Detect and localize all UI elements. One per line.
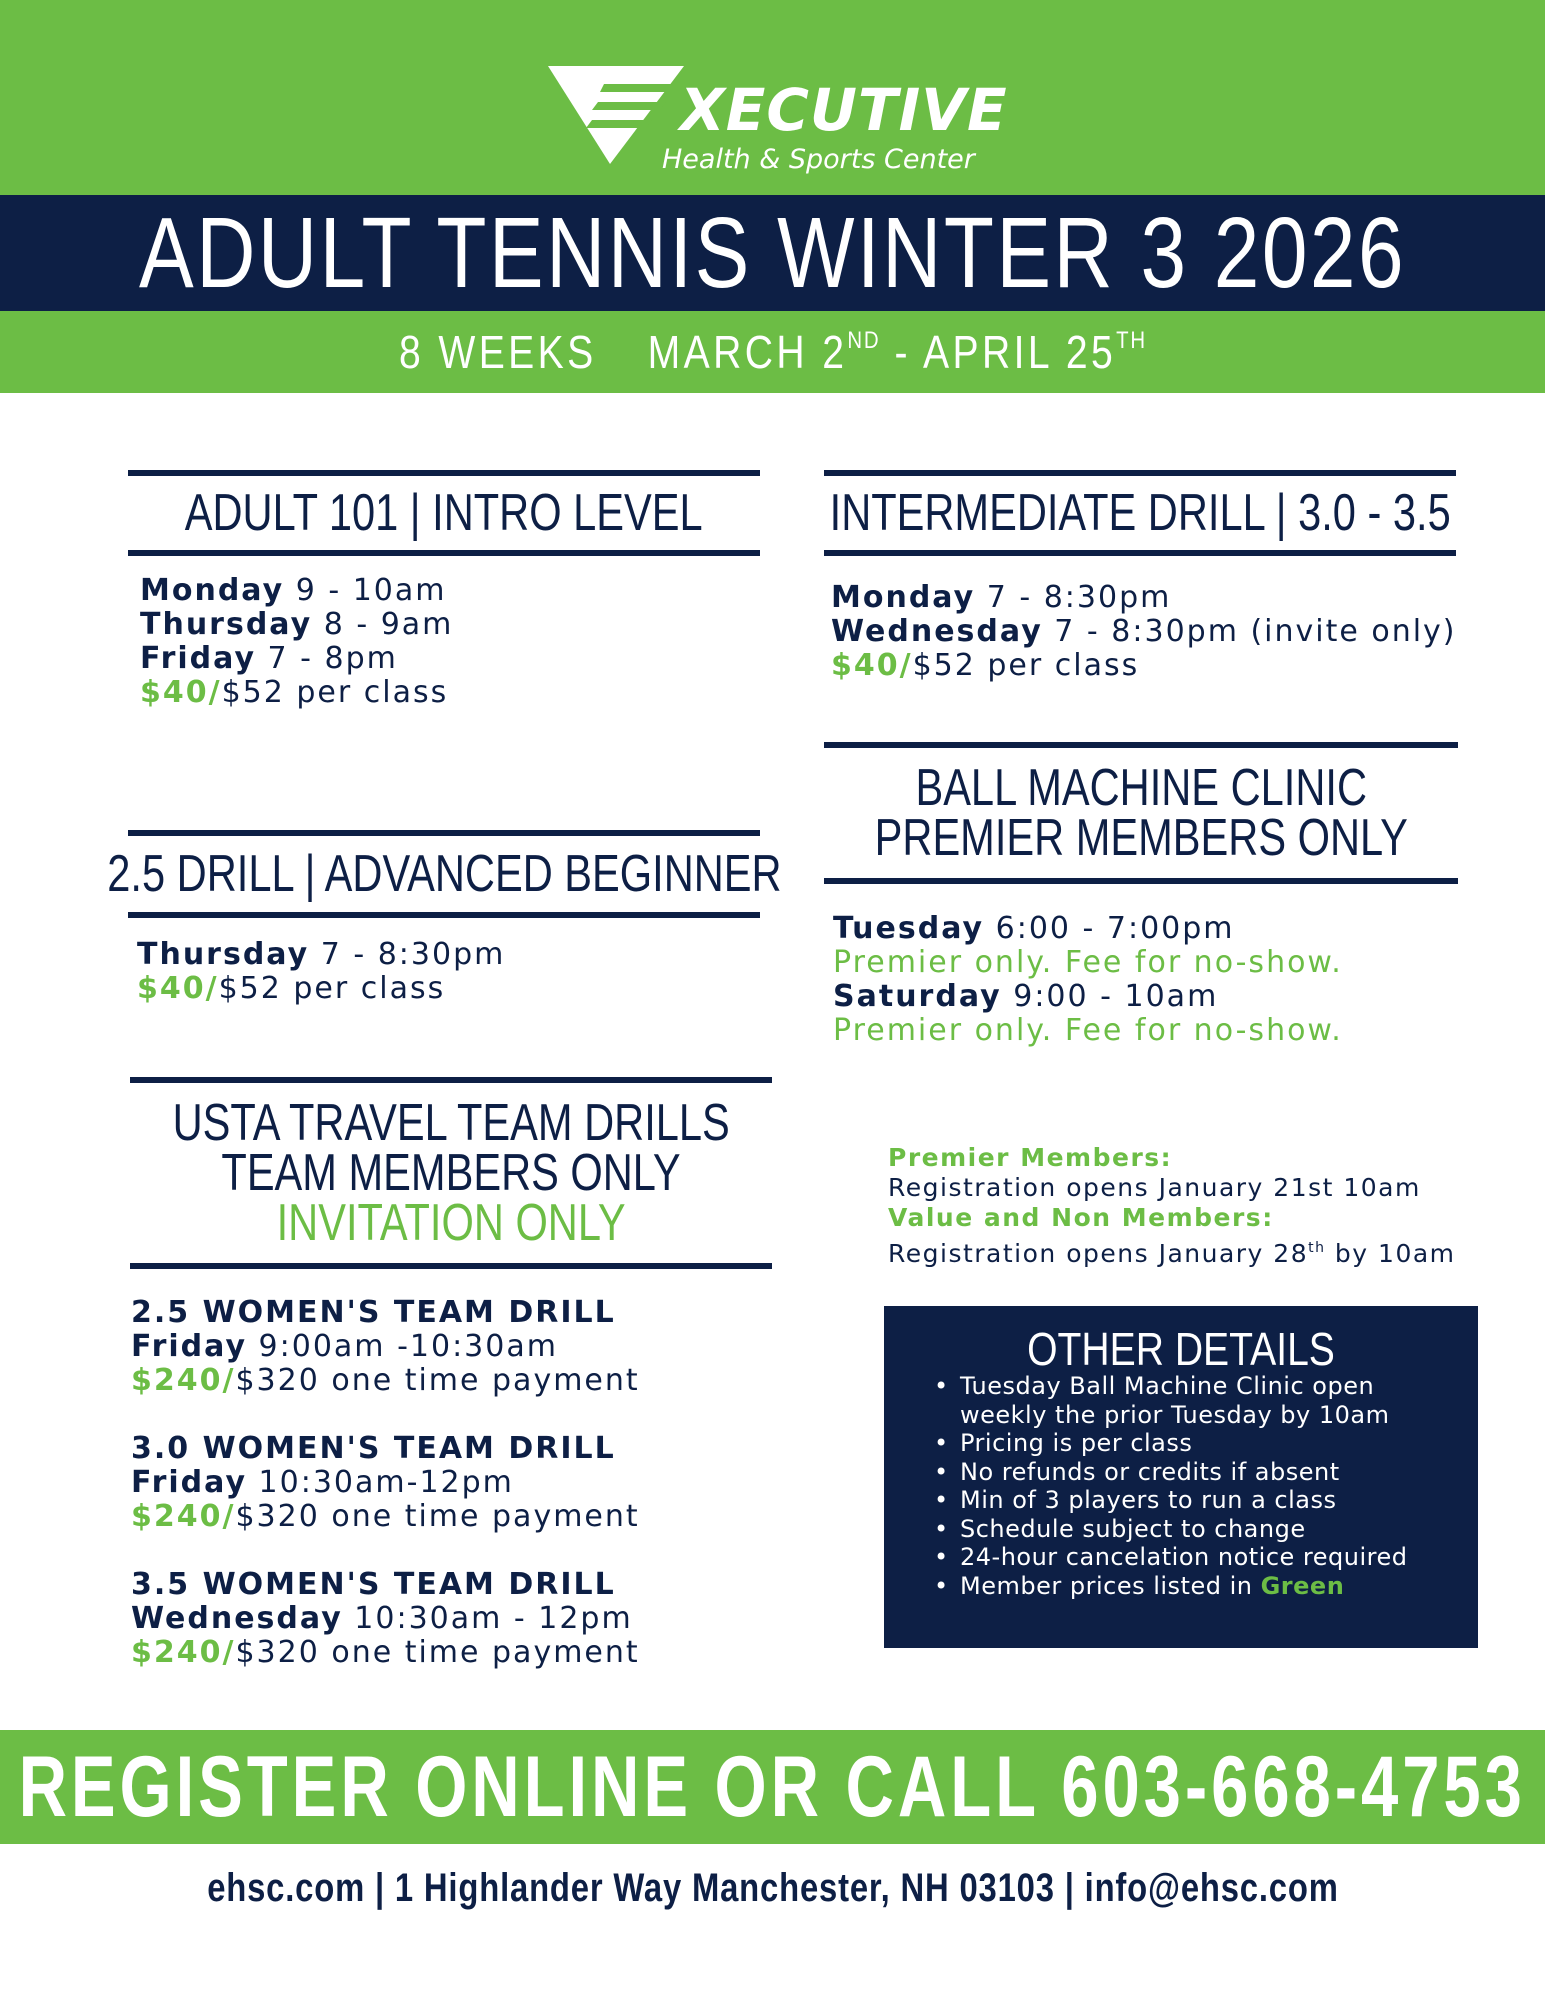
- usta-title-line3: INVITATION ONLY: [276, 1194, 626, 1252]
- day-label: Thursday: [140, 607, 313, 642]
- list-item: [934, 1572, 1407, 1601]
- note-label: Premier only. Fee for no-show.: [833, 945, 1343, 980]
- item-text: Tuesday Ball Machine Clinic open: [960, 1372, 1375, 1400]
- date-separator: - APRIL 25: [879, 326, 1116, 378]
- time-label: 7 - 8:30pm (invite only): [1042, 614, 1457, 649]
- time-label: 10:30am - 12pm: [342, 1601, 633, 1636]
- drill-name: 3.5 WOMEN'S TEAM DRILL: [131, 1567, 616, 1602]
- note-label: Premier only. Fee for no-show.: [833, 1013, 1343, 1048]
- day-label: Wednesday: [831, 614, 1043, 649]
- ballmachine-title-line1: BALL MACHINE CLINIC: [915, 759, 1367, 817]
- adult101-schedule: [140, 574, 453, 710]
- adult101-heading: [128, 470, 760, 556]
- usta-title-line2: TEAM MEMBERS ONLY: [221, 1144, 681, 1202]
- time-label: 10:30am-12pm: [247, 1465, 514, 1500]
- schedule-row: [131, 1330, 640, 1364]
- day-label: Tuesday: [833, 911, 985, 946]
- list-item: • No refunds or credits if absent: [934, 1458, 1407, 1487]
- schedule-row: [131, 1466, 640, 1500]
- time-label: 8 - 9am: [312, 607, 454, 642]
- ballmachine-schedule: [833, 912, 1343, 1048]
- nonmember-price: $320 one time payment: [235, 1635, 640, 1670]
- schedule-row: [140, 642, 453, 676]
- date-start: MARCH 2: [647, 326, 848, 378]
- drill25-title: 2.5 DRILL | ADVANCED BEGINNER: [106, 845, 782, 903]
- intermediate-heading: [824, 470, 1456, 556]
- time-label: 7 - 8:30pm: [309, 937, 506, 972]
- member-price: $240/: [131, 1499, 236, 1534]
- session-dates: [399, 325, 1147, 379]
- schedule-row: [137, 938, 505, 972]
- contact-footer: [0, 1866, 1545, 1911]
- ballmachine-heading: [824, 742, 1458, 884]
- price-row: [140, 676, 453, 710]
- schedule-row: [831, 581, 1457, 615]
- premier-label: Premier Members:: [888, 1143, 1173, 1172]
- time-label: 7 - 8pm: [256, 641, 398, 676]
- intermediate-title: INTERMEDIATE DRILL | 3.0 - 3.5: [829, 484, 1451, 542]
- value-label: Value and Non Members:: [888, 1203, 1274, 1232]
- details-list: [934, 1372, 1407, 1600]
- usta-heading: [130, 1077, 772, 1269]
- logo-tagline: Health & Sports Center: [662, 144, 975, 175]
- day-label: Friday: [140, 641, 257, 676]
- date-end-suffix: TH: [1115, 327, 1147, 354]
- value-text-a: Registration opens January 28: [888, 1239, 1309, 1268]
- value-text-sup: th: [1308, 1240, 1326, 1256]
- list-item: • Pricing is per class: [934, 1429, 1407, 1458]
- cta-band: [0, 1730, 1545, 1844]
- member-price: $40/: [137, 971, 219, 1006]
- register-cta[interactable]: REGISTER ONLINE OR CALL 603-668-4753: [18, 1738, 1527, 1835]
- date-start-suffix: ND: [847, 327, 880, 354]
- price-row: [131, 1636, 640, 1670]
- day-label: Friday: [131, 1465, 248, 1500]
- price-row: [131, 1364, 640, 1398]
- drill-name: 3.0 WOMEN'S TEAM DRILL: [131, 1431, 616, 1466]
- member-price: $240/: [131, 1635, 236, 1670]
- usta-title-line1: USTA TRAVEL TEAM DRILLS: [172, 1094, 730, 1152]
- nonmember-price: $52 per class: [218, 971, 446, 1006]
- title-band: [0, 195, 1545, 311]
- price-row: [137, 972, 505, 1006]
- usta-schedule: [131, 1296, 640, 1670]
- value-text-b: by 10am: [1325, 1239, 1456, 1268]
- list-item: • 24-hour cancelation notice required: [934, 1543, 1407, 1572]
- day-label: Thursday: [137, 937, 310, 972]
- schedule-row: [831, 615, 1457, 649]
- schedule-row: [140, 574, 453, 608]
- schedule-row: [833, 912, 1343, 946]
- day-label: Monday: [831, 580, 976, 615]
- member-price: $240/: [131, 1363, 236, 1398]
- schedule-row: [140, 608, 453, 642]
- contact-line[interactable]: ehsc.com | 1 Highlander Way Manchester, NH 03103 | info@ehsc.com: [206, 1866, 1339, 1910]
- drill-name: 2.5 WOMEN'S TEAM DRILL: [131, 1295, 616, 1330]
- item-text: Member prices listed in: [960, 1571, 1261, 1600]
- nonmember-price: $52 per class: [912, 648, 1140, 683]
- nonmember-price: $320 one time payment: [235, 1499, 640, 1534]
- executive-logo: [548, 62, 1008, 182]
- time-label: 9:00am -10:30am: [247, 1329, 558, 1364]
- list-item: • Schedule subject to change: [934, 1515, 1407, 1544]
- item-text-cont: weekly the prior Tuesday by 10am: [960, 1400, 1390, 1429]
- adult101-title: ADULT 101 | INTRO LEVEL: [185, 484, 703, 542]
- member-price: $40/: [831, 648, 913, 683]
- other-details-title: OTHER DETAILS: [1027, 1323, 1335, 1375]
- nonmember-price: $320 one time payment: [235, 1363, 640, 1398]
- green-word: Green: [1260, 1571, 1345, 1600]
- time-label: 9:00 - 10am: [1001, 979, 1219, 1014]
- drill25-schedule: [137, 938, 505, 1006]
- logo-wordmark: XECUTIVE: [680, 76, 1008, 144]
- other-details-panel: [884, 1306, 1478, 1648]
- logo-band: [0, 0, 1545, 195]
- member-price: $40/: [140, 675, 222, 710]
- ballmachine-title-line2: PREMIER MEMBERS ONLY: [874, 809, 1408, 867]
- price-row: [831, 649, 1457, 683]
- schedule-row: [131, 1602, 640, 1636]
- intermediate-schedule: [831, 581, 1457, 683]
- time-label: 9 - 10am: [284, 573, 447, 608]
- price-row: [131, 1500, 640, 1534]
- time-label: 6:00 - 7:00pm: [984, 911, 1235, 946]
- weeks-label: 8 WEEKS: [398, 326, 597, 378]
- premier-text: Registration opens January 21st 10am: [888, 1173, 1421, 1202]
- registration-info: [888, 1143, 1456, 1269]
- nonmember-price: $52 per class: [221, 675, 449, 710]
- time-label: 7 - 8:30pm: [975, 580, 1172, 615]
- drill25-heading: [106, 830, 782, 918]
- dates-band: [0, 311, 1545, 393]
- day-label: Wednesday: [131, 1601, 343, 1636]
- day-label: Saturday: [833, 979, 1002, 1014]
- schedule-row: [833, 980, 1343, 1014]
- day-label: Monday: [140, 573, 285, 608]
- value-text: [888, 1233, 1456, 1269]
- day-label: Friday: [131, 1329, 248, 1364]
- page-title: ADULT TENNIS WINTER 3 2026: [139, 196, 1406, 309]
- list-item: [934, 1372, 1407, 1429]
- list-item: • Min of 3 players to run a class: [934, 1486, 1407, 1515]
